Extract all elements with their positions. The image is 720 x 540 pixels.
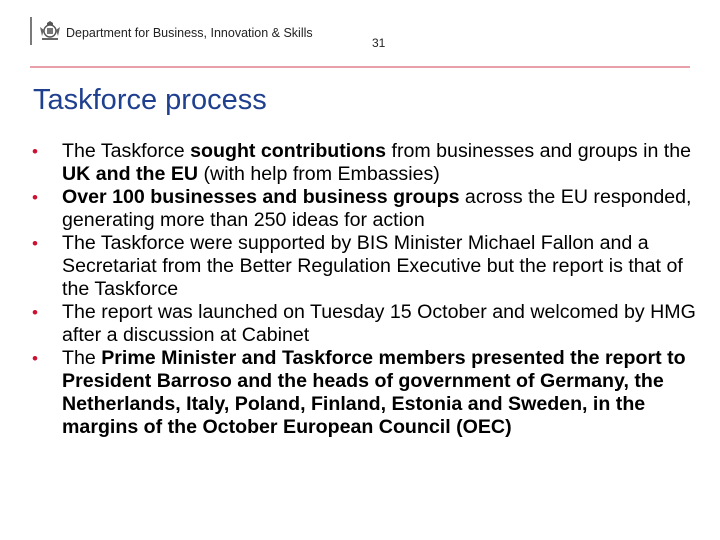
bullet-icon: • bbox=[32, 142, 38, 161]
bullet-text-bold: Prime Minister and Taskforce members presented the report to President Barroso and the heads of government of Germany, the Netherlands, Italy, Poland, Finland, Estonia and Sweden, in the margins of the October European Council (OEC) bbox=[62, 347, 686, 438]
bullet-icon: • bbox=[32, 349, 38, 368]
bullet-icon: • bbox=[32, 234, 38, 253]
bullet-text: The Taskforce were supported by BIS Minister Michael Fallon and a Secretariat from the Better Regulation Executive but the report is that of the Taskforce bbox=[62, 232, 683, 300]
bullet-item bbox=[32, 232, 704, 301]
slide-header bbox=[30, 14, 386, 50]
bullet-text: from businesses and groups in the bbox=[386, 140, 692, 162]
bullet-item bbox=[32, 347, 704, 439]
department-name: Department for Business, Innovation & Skills bbox=[66, 26, 313, 40]
bullet-text: across the EU responded, generating more than 250 ideas for action bbox=[62, 186, 692, 231]
bullet-text: The bbox=[62, 347, 102, 369]
slide-title: Taskforce process bbox=[33, 84, 267, 116]
bullet-item bbox=[32, 301, 704, 347]
bullet-text-bold: UK and the EU bbox=[62, 163, 199, 185]
bullet-icon: • bbox=[32, 188, 38, 207]
bullet-icon: • bbox=[32, 303, 38, 322]
bullet-text-bold: sought contributions bbox=[190, 140, 387, 162]
bullet-text-bold: Over 100 businesses and business groups bbox=[62, 186, 460, 208]
bullet-item bbox=[32, 140, 704, 186]
bullet-list bbox=[32, 140, 704, 439]
bullet-text: (with help from Embassies) bbox=[198, 163, 440, 185]
royal-crest-icon bbox=[37, 20, 63, 42]
bullet-text: The report was launched on Tuesday 15 October and welcomed by HMG after a discussion at Cabinet bbox=[62, 301, 696, 346]
page-number: 31 bbox=[372, 36, 386, 50]
bullet-text: The Taskforce bbox=[62, 140, 191, 162]
bullet-item bbox=[32, 186, 704, 232]
header-rule bbox=[30, 66, 690, 68]
header-divider bbox=[30, 17, 32, 45]
